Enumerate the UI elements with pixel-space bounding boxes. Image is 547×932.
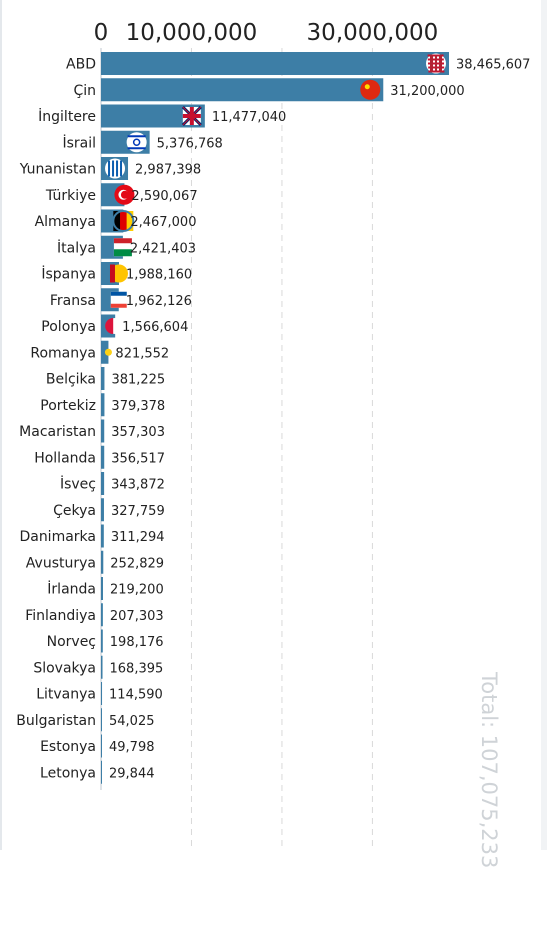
bar [101,708,102,731]
value-label: 252,829 [110,556,165,572]
value-label: 357,303 [111,425,165,440]
bar [101,682,102,705]
total-label: Total: 107,075,233 [477,672,501,869]
value-label: 2,467,000 [130,215,197,230]
value-label: 1,566,604 [122,320,189,335]
value-label: 31,200,000 [390,83,465,99]
bar [101,78,383,101]
flag-usa-icon [426,54,446,74]
category-label: Yunanistan [19,161,96,178]
bar [101,420,104,443]
category-label: Fransa [49,292,96,309]
category-label: Danimarka [19,529,96,545]
value-label: 11,477,040 [211,110,287,125]
value-label: 114,590 [109,687,163,703]
bar [101,603,103,626]
bar [101,367,104,390]
value-label: 821,552 [115,346,170,362]
category-label: Macaristan [19,424,96,440]
category-label: Belçika [45,371,96,388]
value-label: 2,421,403 [129,241,197,257]
value-label: 198,176 [109,635,164,650]
category-label: Portekiz [40,397,96,414]
value-label: 343,872 [111,477,165,493]
axis-tick-label: 30,000,000 [306,20,439,46]
bar [101,656,103,679]
category-label: İtalya [57,240,96,257]
category-label: Hollanda [34,450,96,467]
flag-uk-icon [183,107,201,125]
flag-france-icon [111,292,127,308]
flag-greece-icon [105,159,125,179]
value-label: 327,759 [110,503,165,519]
category-label: Çekya [53,502,96,519]
category-label: Litvanya [36,686,96,703]
bar [101,446,104,469]
bar [101,735,102,758]
bar [101,52,449,75]
category-label: Polonya [41,319,96,335]
category-label: İsveç [59,476,96,493]
value-label: 29,844 [109,766,155,782]
bar [101,525,104,548]
flag-romania-icon [105,349,112,356]
category-label: Çin [73,82,96,99]
category-label: Türkiye [45,187,96,204]
category-label: İngiltere [38,109,96,125]
category-label: İrlanda [47,581,96,598]
category-label: ABD [66,56,96,73]
value-label: 49,798 [109,740,155,755]
bar [101,761,102,784]
bar [101,577,103,600]
value-label: 2,590,067 [131,188,198,204]
value-label: 379,378 [111,398,166,414]
value-label: 38,465,607 [456,57,531,73]
value-label: 2,987,398 [135,162,202,178]
scroll-edge [541,0,547,850]
flag-china-icon [360,80,380,100]
bar [101,393,104,416]
category-label: Bulgaristan [16,712,96,729]
category-label: Almanya [34,214,96,230]
value-label: 168,395 [109,661,164,677]
flag-poland-icon [105,318,123,334]
bar [101,498,104,521]
flag-israel-icon [127,132,147,152]
category-label: Avusturya [25,555,96,572]
value-label: 311,294 [110,530,165,545]
value-label: 207,303 [109,608,164,624]
value-label: 381,225 [111,372,166,388]
category-label: İsrail [62,135,96,152]
value-label: 5,376,768 [156,136,223,152]
category-label: Estonya [40,739,96,755]
value-label: 356,517 [111,451,165,467]
category-label: Romanya [30,345,96,362]
value-label: 1,988,160 [125,267,193,283]
axis-tick-label: 0 [93,20,109,46]
value-label: 219,200 [109,582,164,598]
axis-tick-label: 10,000,000 [125,20,258,46]
category-label: Norveç [46,634,96,650]
category-label: İspanya [41,266,96,283]
value-label: 1,962,126 [125,293,192,309]
category-label: Slovakya [33,660,96,677]
bar [101,472,104,495]
category-label: Finlandiya [25,607,96,624]
bar [101,630,103,653]
bar [101,551,103,574]
category-label: Letonya [40,765,96,782]
value-label: 54,025 [109,713,155,729]
